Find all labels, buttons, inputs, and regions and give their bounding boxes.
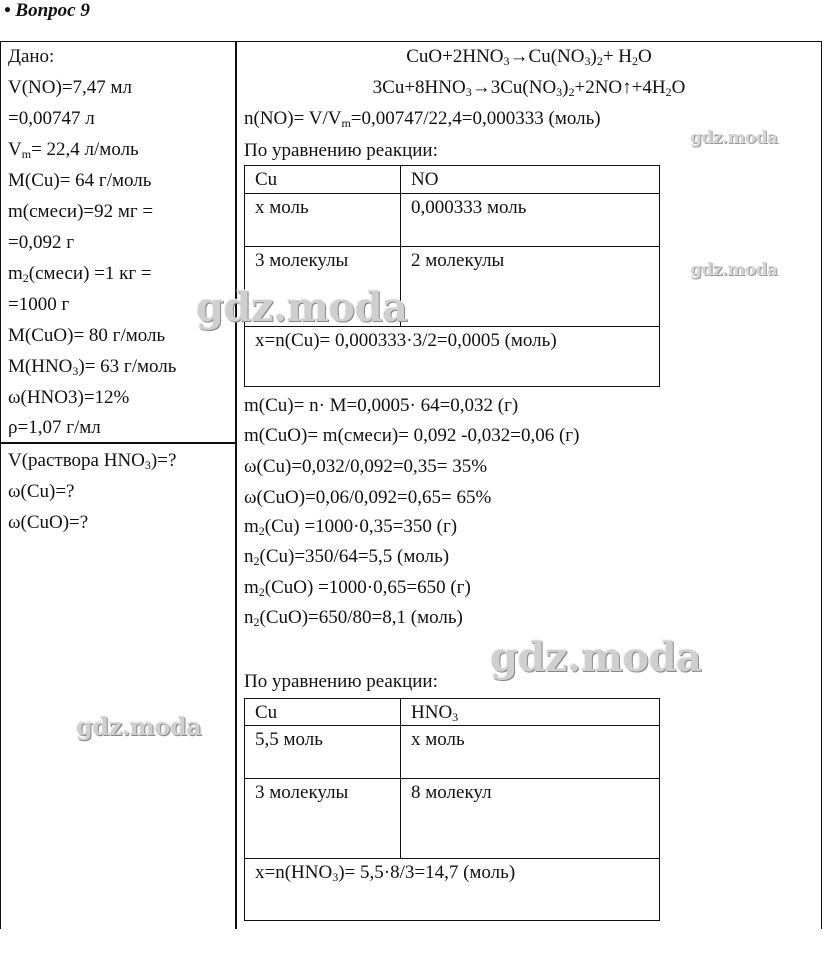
calc-line: $m_2(CuO) =1000\cdot 0,65=650$ (г) [244,577,471,599]
given-line: M(CuO)= 80 г/моль [8,325,166,346]
given-line: ρ=1,07 г/мл [8,417,101,438]
table-cell: 5,5 моль [245,726,401,779]
find-line: ω(CuO)=? [8,512,89,533]
calc-line: ω(Cu)=0,032/0,092=0,35= 35% [244,456,488,477]
given-line: =1000 г [8,294,70,315]
given-line: M(Cu)= 64 г/моль [8,170,152,191]
reaction-equation-1: $CuO+2HNO_3\to Cu(NO_3)_2+ H_2O$ [406,46,652,68]
by-equation-label: По уравнению реакции: [244,140,438,161]
table-cell: 8 молекул [401,779,660,859]
table-cell: 3 молекулы [245,247,401,327]
calc-line: $n_2(Cu)=350/64=5,5$ (моль) [244,546,450,568]
calc-line: $m_2(Cu) =1000\cdot 0,35=350$ (г) [244,516,458,538]
table-result-cell: $x=n(HNO_3)= 5,5\cdot 8/3=14,7$ (моль) [245,859,660,921]
question-title: • Вопрос 9 [4,0,90,21]
given-line: ω(HNO3)=12% [8,387,130,408]
find-line: ω(Cu)=? [8,481,75,502]
find-line: V(раствора $HNO_3)=$? [8,450,177,472]
proportion-table-2 [244,698,660,921]
given-line: $M(HNO_3)= 63$ г/моль [8,356,177,378]
table-cell: x моль [245,194,401,247]
calc-line: ω(CuO)=0,06/0,092=0,65= 65% [244,487,492,508]
watermark: gdz.moda [690,260,778,280]
by-equation-label: По уравнению реакции: [244,671,438,692]
given-find-divider [0,442,236,444]
table-cell: 3 молекулы [245,779,401,859]
given-line: $m_2(смеси) =1$ кг = [8,263,152,285]
given-line: $V_m= 22,4$ л/моль [8,139,139,161]
given-line: m(смеси)=92 мг = [8,201,154,222]
given-line: =0,092 г [8,232,75,253]
column-divider [235,41,237,929]
table-cell: Cu [245,699,401,726]
table-cell: NO [401,166,660,194]
proportion-table-1 [244,165,660,387]
given-line: =0,00747 л [8,108,95,129]
moles-no-calc: $n(NO)= V/V_m=0,00747/22,4=0,000333$ (моль) [244,108,601,130]
calc-line: $n_2(CuO)=650/80=8,1$ (моль) [244,607,463,629]
table-cell: 0,000333 моль [401,194,660,247]
table-cell: 2 молекулы [401,247,660,327]
table-cell: $HNO_3$ [401,699,660,726]
watermark: gdz.moda [76,712,202,741]
calc-line: m(Cu)= n· M=0,0005· 64=0,032 (г) [244,395,519,416]
watermark: gdz.moda [490,634,702,681]
table-cell: x моль [401,726,660,779]
watermark: gdz.moda [690,128,778,148]
given-line: Дано: [8,46,55,67]
watermark: gdz.moda [196,284,408,331]
table-result-cell: x=n(Cu)= 0,000333·3/2=0,0005 (моль) [245,327,660,387]
reaction-equation-2: $3Cu+8HNO_3\to 3Cu(NO_3)_2+2NO↑+4H_2O$ [372,77,686,99]
given-line: V(NO)=7,47 мл [8,77,133,98]
table-cell: Cu [245,166,401,194]
calc-line: m(CuO)= m(смеси)= 0,092 -0,032=0,06 (г) [244,425,580,446]
